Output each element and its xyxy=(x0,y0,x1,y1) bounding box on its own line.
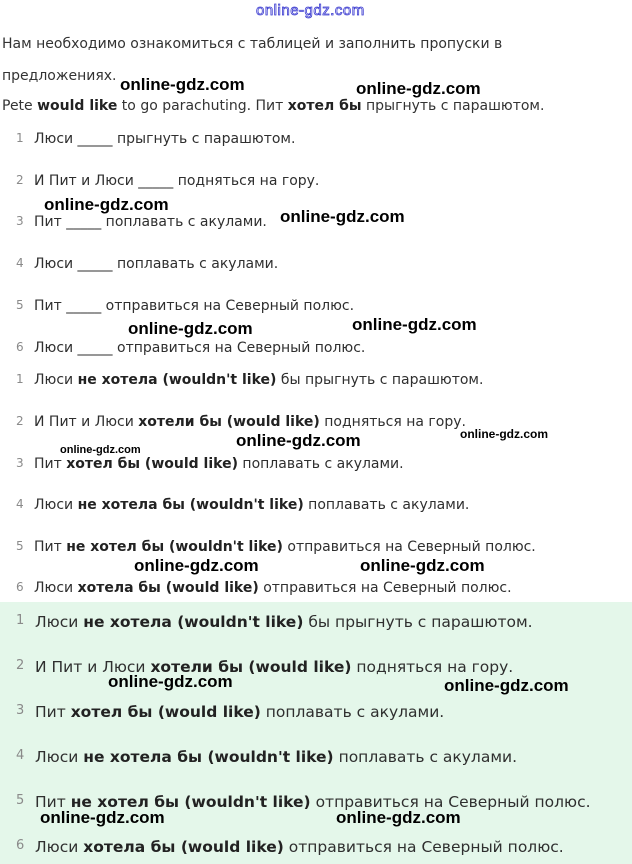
watermark: online-gdz.com xyxy=(356,79,481,98)
task-number: 4 xyxy=(16,256,24,270)
answer-number: 3 xyxy=(16,456,24,470)
watermark: online-gdz.com xyxy=(120,75,245,94)
watermark: online-gdz.com xyxy=(128,319,253,338)
watermark: online-gdz.com xyxy=(40,808,165,827)
answer-text: Пит не хотел бы (wouldn't like) отправиться на Северный полюс. xyxy=(35,793,591,811)
answer-number: 1 xyxy=(16,372,24,386)
answer-text: Пит не хотел бы (wouldn't like) отправиться на Северный полюс. xyxy=(34,539,536,555)
answer-text: Пит хотел бы (would like) поплавать с акулами. xyxy=(34,456,404,472)
answer-number: 4 xyxy=(16,497,24,511)
answer-text: Люси не хотела (wouldn't like) бы прыгнуть с парашютом. xyxy=(34,372,484,388)
answer-number: 4 xyxy=(16,748,25,763)
watermark: online-gdz.com xyxy=(280,207,405,226)
answer-number: 5 xyxy=(16,539,24,553)
watermark: online-gdz.com xyxy=(134,556,259,575)
answer-text: Люси не хотела бы (wouldn't like) поплавать с акулами. xyxy=(35,748,518,766)
task-text: Люси _____ отправиться на Северный полюс. xyxy=(34,340,366,356)
task-text: Пит _____ поплавать с акулами. xyxy=(34,214,267,230)
task-text: И Пит и Люси _____ подняться на гору. xyxy=(34,173,320,189)
watermark: online-gdz.com xyxy=(336,808,461,827)
task-number: 6 xyxy=(16,340,24,354)
answer-number: 3 xyxy=(16,703,25,718)
watermark: online-gdz.com xyxy=(460,427,548,441)
intro-line-2: предложениях. xyxy=(2,68,117,84)
task-number: 2 xyxy=(16,173,24,187)
task-text: Пит _____ отправиться на Северный полюс. xyxy=(34,298,355,314)
example-bold-en: would like xyxy=(37,98,118,114)
watermark: online-gdz.com xyxy=(360,556,485,575)
answer-text: Люси хотела бы (would like) отправиться на Северный полюс. xyxy=(34,580,512,596)
answer-text: Люси хотела бы (would like) отправиться на Северный полюс. xyxy=(35,838,564,856)
answer-text: Люси не хотела бы (wouldn't like) поплавать с акулами. xyxy=(34,497,470,513)
example-bold-ru: хотел бы xyxy=(287,98,362,114)
watermark: online-gdz.com xyxy=(236,431,361,450)
answer-text: И Пит и Люси хотели бы (would like) подняться на гору. xyxy=(34,414,466,430)
answer-text: Люси не хотела (wouldn't like) бы прыгнуть с парашютом. xyxy=(35,613,533,631)
watermark: online-gdz.com xyxy=(60,444,141,456)
watermark: online-gdz.com xyxy=(44,195,169,214)
answer-number: 5 xyxy=(16,793,25,808)
answer-number: 2 xyxy=(16,658,25,673)
answer-text: И Пит и Люси хотели бы (would like) подняться на гору. xyxy=(35,658,514,676)
task-number: 1 xyxy=(16,131,24,145)
answer-number: 6 xyxy=(16,580,24,594)
watermark-top: online-gdz.com xyxy=(256,2,365,19)
task-number: 5 xyxy=(16,298,24,312)
answer-number: 2 xyxy=(16,414,24,428)
task-text: Люси _____ поплавать с акулами. xyxy=(34,256,279,272)
answer-number: 6 xyxy=(16,838,25,853)
answer-number: 1 xyxy=(16,613,25,628)
watermark: online-gdz.com xyxy=(444,676,569,695)
intro-example xyxy=(2,98,544,114)
example-part-e: прыгнуть с парашютом. xyxy=(361,98,545,114)
example-part-c: to go parachuting. Пит xyxy=(117,98,288,114)
task-text: Люси _____ прыгнуть с парашютом. xyxy=(34,131,296,147)
watermark: online-gdz.com xyxy=(352,315,477,334)
intro-line-1: Нам необходимо ознакомиться с таблицей и заполнить пропуски в xyxy=(2,36,503,52)
task-number: 3 xyxy=(16,214,24,228)
watermark: online-gdz.com xyxy=(108,672,233,691)
answer-text: Пит хотел бы (would like) поплавать с акулами. xyxy=(35,703,445,721)
example-part-a: Pete xyxy=(2,98,38,114)
